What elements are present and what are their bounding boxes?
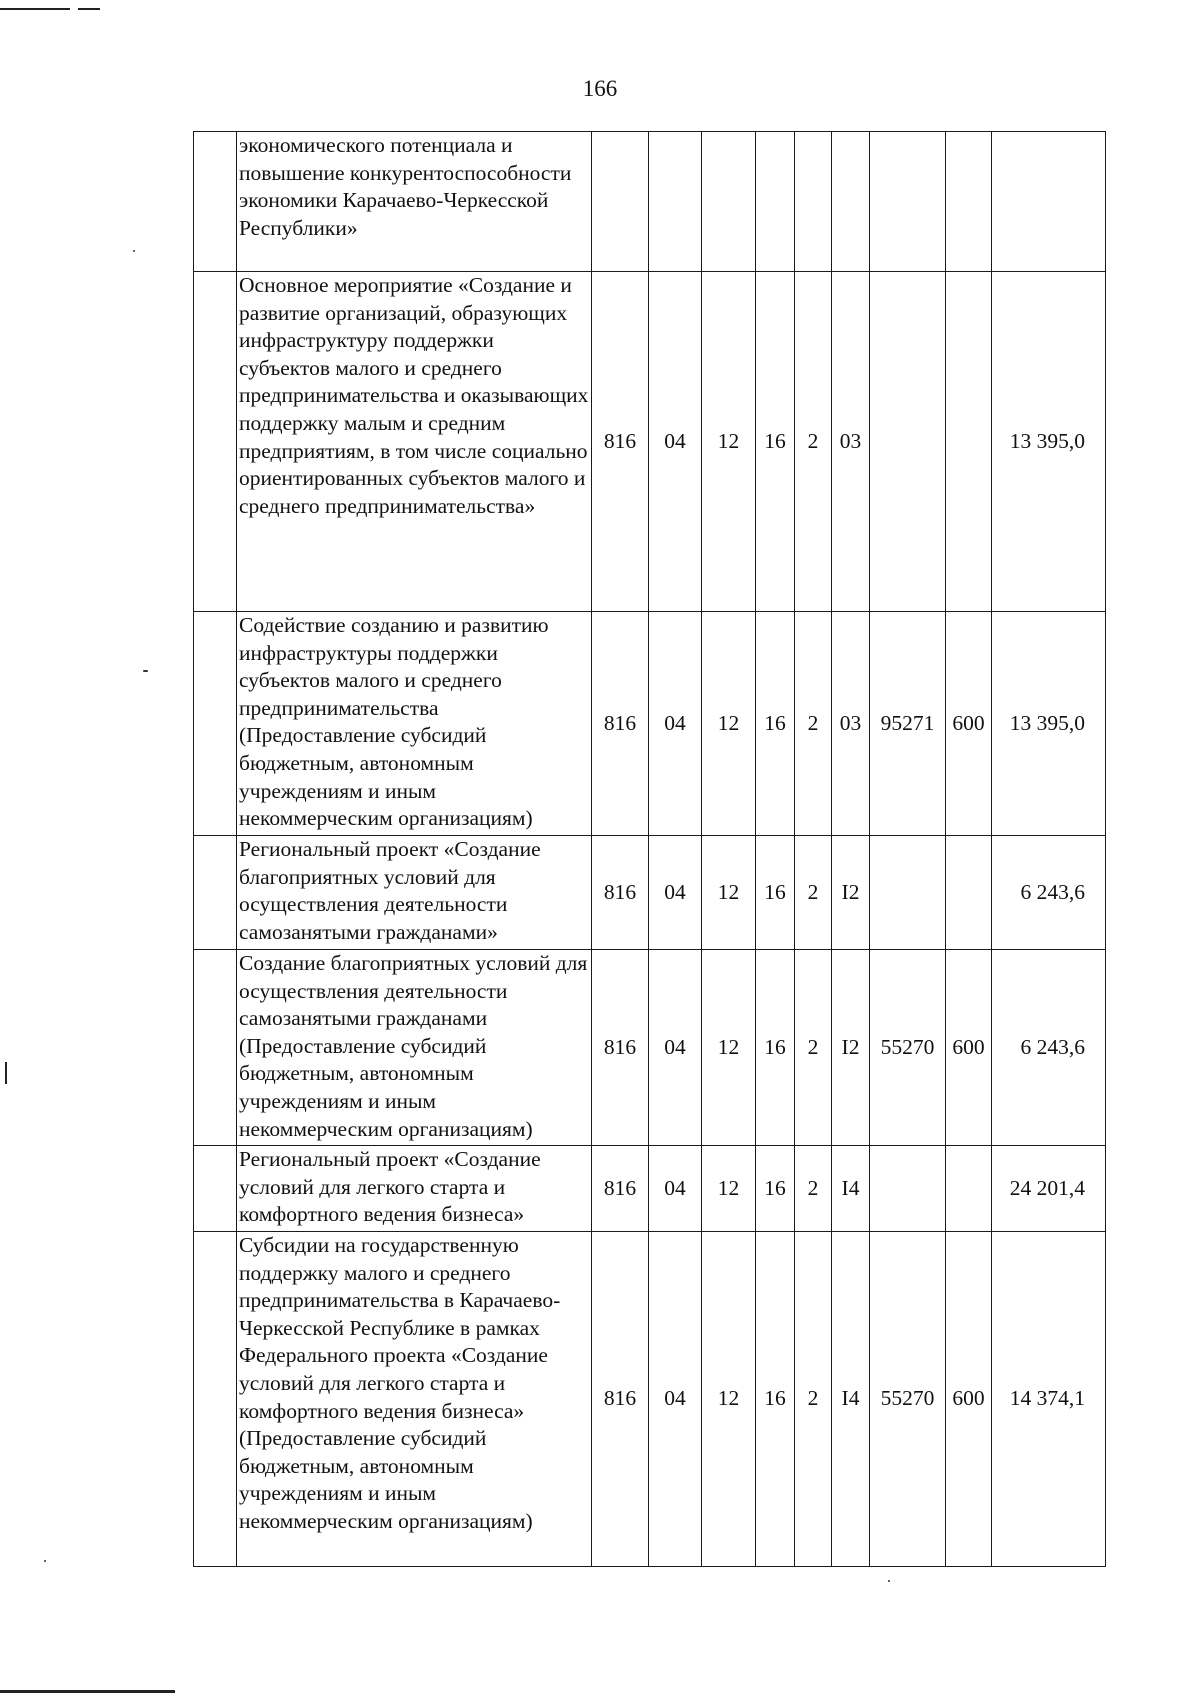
row-number-cell: [194, 1232, 237, 1567]
table-row: [194, 612, 1106, 836]
expense-type-cell: [946, 272, 992, 612]
scan-speck: [44, 1560, 46, 1562]
subsection-cell: 12: [702, 1232, 756, 1567]
section-cell: 04: [649, 1232, 702, 1567]
amount-cell: 14 374,1: [992, 1232, 1106, 1567]
table-row: [194, 1146, 1106, 1232]
section-cell: 04: [649, 950, 702, 1146]
subsection-cell: [702, 132, 756, 272]
section-cell: 04: [649, 836, 702, 950]
scan-edge-line: [5, 1062, 7, 1084]
amount-cell: [992, 132, 1106, 272]
section-cell: [649, 132, 702, 272]
scan-edge-line: [78, 8, 100, 10]
expense-type-cell: [946, 1146, 992, 1232]
name-cell: Субсидии на государственную поддержку малого и среднего предпринимательства в Карачаево-Черкесской Республике в рамках Федерального проекта «Создание условий для легкого старта и комфортного ведения бизнеса» (Предоставление субсидий бюджетным, автономным учреждениям и иным некоммерческим организациям): [237, 1232, 592, 1567]
code-cell: 816: [592, 950, 649, 1146]
subprogram-cell: 2: [795, 950, 832, 1146]
subprogram-cell: [795, 132, 832, 272]
table-body: [194, 132, 1106, 1567]
amount-cell: 6 243,6: [992, 836, 1106, 950]
amount-cell: 13 395,0: [992, 272, 1106, 612]
code-cell: 816: [592, 272, 649, 612]
table-row: [194, 1232, 1106, 1567]
section-cell: 04: [649, 272, 702, 612]
subsection-cell: 12: [702, 612, 756, 836]
main-event-cell: I2: [832, 950, 870, 1146]
subsection-cell: 12: [702, 272, 756, 612]
main-event-cell: [832, 132, 870, 272]
subprogram-cell: 2: [795, 1232, 832, 1567]
table-row: [194, 132, 1106, 272]
scan-speck: [888, 1580, 890, 1582]
scan-edge-line: [0, 8, 70, 10]
amount-cell: 6 243,6: [992, 950, 1106, 1146]
scan-speck: [143, 670, 148, 672]
row-number-cell: [194, 132, 237, 272]
table-row: [194, 272, 1106, 612]
direction-cell: 95271: [870, 612, 946, 836]
code-cell: 816: [592, 1232, 649, 1567]
row-number-cell: [194, 950, 237, 1146]
subsection-cell: 12: [702, 1146, 756, 1232]
direction-cell: [870, 132, 946, 272]
section-cell: 04: [649, 1146, 702, 1232]
program-cell: [756, 132, 795, 272]
subprogram-cell: 2: [795, 836, 832, 950]
direction-cell: 55270: [870, 950, 946, 1146]
subsection-cell: 12: [702, 950, 756, 1146]
direction-cell: [870, 836, 946, 950]
table-row: [194, 836, 1106, 950]
subprogram-cell: 2: [795, 612, 832, 836]
code-cell: [592, 132, 649, 272]
expense-type-cell: 600: [946, 612, 992, 836]
main-event-cell: 03: [832, 272, 870, 612]
direction-cell: 55270: [870, 1232, 946, 1567]
expense-type-cell: 600: [946, 1232, 992, 1567]
subprogram-cell: 2: [795, 1146, 832, 1232]
program-cell: 16: [756, 1232, 795, 1567]
page-number: 166: [582, 76, 618, 101]
name-cell: Основное мероприятие «Создание и развитие организаций, образующих инфраструктуру поддержки субъектов малого и среднего предпринимательства и оказывающих поддержку малым и средним предприятиям, в том числе социально ориентированных субъектов малого и среднего предпринимательства»: [237, 272, 592, 612]
program-cell: 16: [756, 950, 795, 1146]
scan-speck: [133, 250, 135, 252]
code-cell: 816: [592, 836, 649, 950]
main-event-cell: 03: [832, 612, 870, 836]
row-number-cell: [194, 612, 237, 836]
row-number-cell: [194, 272, 237, 612]
program-cell: 16: [756, 836, 795, 950]
name-cell: Региональный проект «Создание благоприятных условий для осуществления деятельности самозанятыми гражданами»: [237, 836, 592, 950]
direction-cell: [870, 1146, 946, 1232]
direction-cell: [870, 272, 946, 612]
expense-type-cell: [946, 836, 992, 950]
table-row: [194, 950, 1106, 1146]
section-cell: 04: [649, 612, 702, 836]
name-cell: Региональный проект «Создание условий для легкого старта и комфортного ведения бизнеса»: [237, 1146, 592, 1232]
program-cell: 16: [756, 612, 795, 836]
subsection-cell: 12: [702, 836, 756, 950]
program-cell: 16: [756, 1146, 795, 1232]
row-number-cell: [194, 836, 237, 950]
scan-edge-line: [0, 1690, 175, 1693]
name-cell: Создание благоприятных условий для осуществления деятельности самозанятыми гражданами (Предоставление субсидий бюджетным, автономным учреждениям и иным некоммерческим организациям): [237, 950, 592, 1146]
code-cell: 816: [592, 1146, 649, 1232]
amount-cell: 13 395,0: [992, 612, 1106, 836]
subprogram-cell: 2: [795, 272, 832, 612]
expense-type-cell: [946, 132, 992, 272]
program-cell: 16: [756, 272, 795, 612]
name-cell: Содействие созданию и развитию инфраструктуры поддержки субъектов малого и среднего предпринимательства (Предоставление субсидий бюджетным, автономным учреждениям и иным некоммерческим организациям): [237, 612, 592, 836]
name-cell: экономического потенциала и повышение конкурентоспособности экономики Карачаево-Черкесской Республики»: [237, 132, 592, 272]
main-event-cell: I4: [832, 1146, 870, 1232]
code-cell: 816: [592, 612, 649, 836]
main-event-cell: I2: [832, 836, 870, 950]
row-number-cell: [194, 1146, 237, 1232]
expense-type-cell: 600: [946, 950, 992, 1146]
amount-cell: 24 201,4: [992, 1146, 1106, 1232]
main-event-cell: I4: [832, 1232, 870, 1567]
budget-table: [193, 131, 1106, 1567]
